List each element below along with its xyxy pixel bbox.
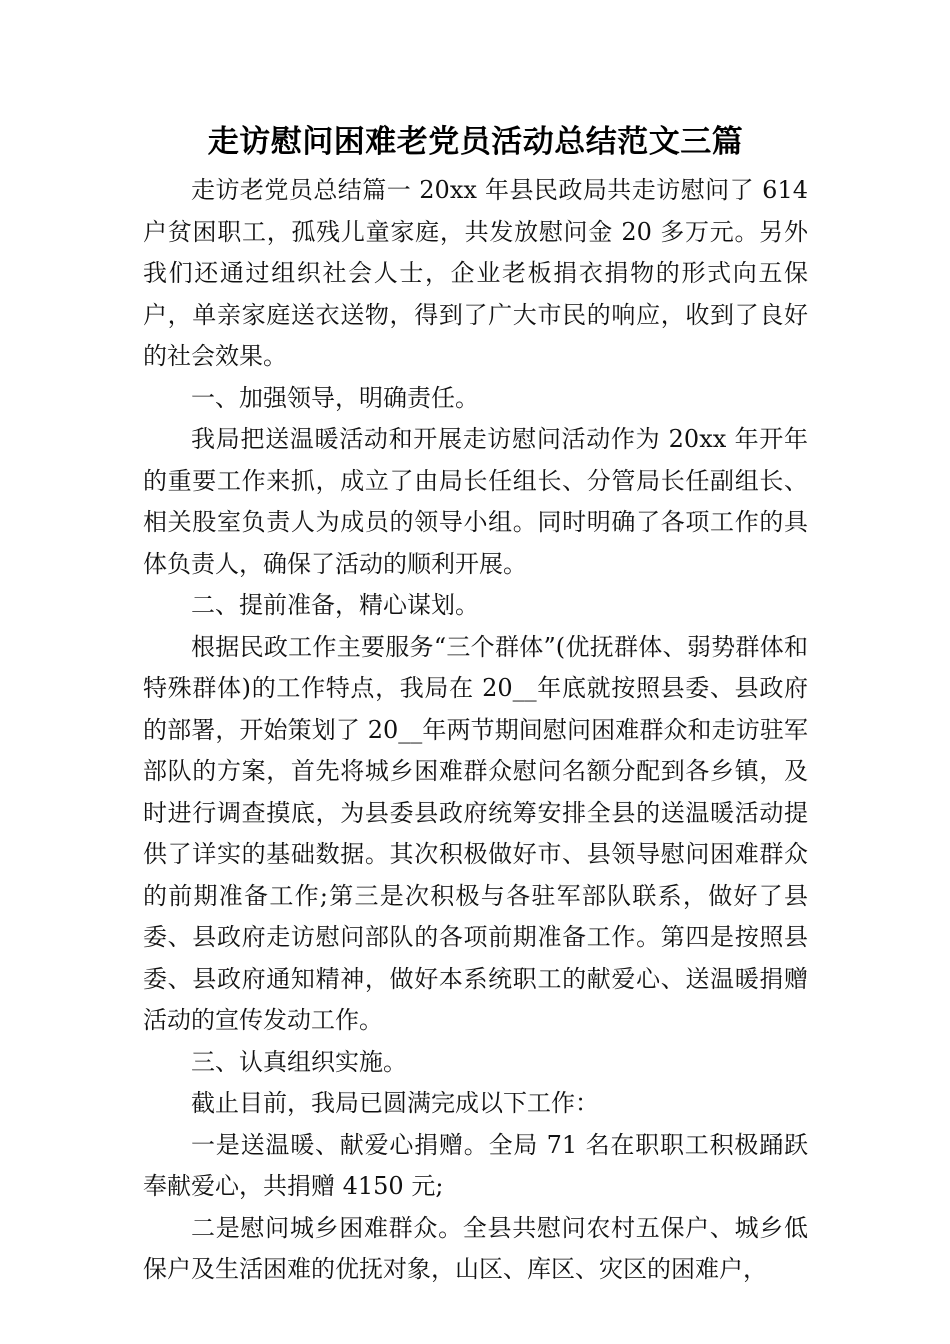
document-page (143, 120, 808, 1291)
section-heading-3: 三、认真组织实施。 (191, 1047, 407, 1076)
section-heading-1: 一、加强领导，明确责任。 (191, 383, 479, 412)
paragraph-leadership: 我局把送温暖活动和开展走访慰问活动作为 20xx 年开年的重要工作来抓，成立了由局长任组长、分管局长任副组长、相关股室负责人为成员的领导小组。同时明确了各项工作的具体负责人，确保了活动的顺利开展。 (143, 425, 808, 578)
section-heading-2: 二、提前准备，精心谋划。 (191, 591, 479, 619)
paragraph-donation: 一是送温暖、献爱心捐赠。全局 71 名在职职工积极踊跃奉献爱心，共捐赠 4150 元; (143, 1130, 808, 1200)
paragraph-progress: 截止目前，我局已圆满完成以下工作： (191, 1089, 599, 1117)
paragraph-intro: 走访老党员总结篇一 20xx 年县民政局共走访慰问了 614 户贫困职工，孤残儿童家庭，共发放慰问金 20 多万元。另外我们还通过组织社会人士，企业老板捐衣捐物的形式向五保户，单亲家庭送衣送物，得到了广大市民的响应，收到了良好的社会效果。 (143, 176, 808, 370)
paragraph-preparation: 根据民政工作主要服务“三个群体”(优抚群体、弱势群体和特殊群体)的工作特点，我局在 20__年底就按照县委、县政府的部署，开始策划了 20__年两节期间慰问困难群众和走访驻军部队的方案，首先将城乡困难群众慰问名额分配到各乡镇，及时进行调查摸底，为县委县政府统筹安排全县的送温暖活动提供了详实的基础数据。其次积极做好市、县领导慰问困难群众的前期准备工作;第三是次积极与各驻军部队联系，做好了县委、县政府走访慰问部队的各项前期准备工作。第四是按照县委、县政府通知精神，做好本系统职工的献爱心、送温暖捐赠活动的宣传发动工作。 (143, 632, 808, 1034)
document-title: 走访慰问困难老党员活动总结范文三篇 (207, 124, 744, 160)
paragraph-condolence: 二是慰问城乡困难群众。全县共慰问农村五保户、城乡低保户及生活困难的优抚对象，山区、库区、灾区的困难户， (143, 1213, 808, 1283)
